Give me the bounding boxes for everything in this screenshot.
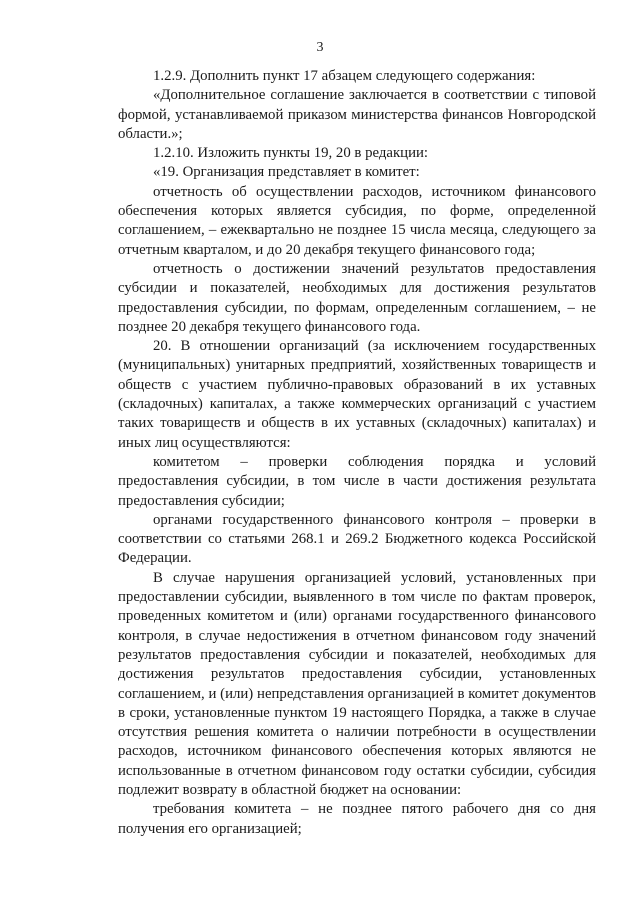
paragraph-committee-requirement: требования комитета – не позднее пятого рабочего дня со дня получения его организацией; bbox=[118, 801, 596, 837]
paragraph-item-20: 20. В отношении организаций (за исключением государственных (муниципальных) унитарных предприятий, хозяйственных товариществ и обществ с участием публично-правовых образований в их уставных (складочных) капиталах, а также коммерческих организаций с участием таких товариществ и обществ в их уставных (складочных) капиталах) и иных лиц осуществляются: bbox=[118, 338, 596, 451]
paragraph-expense-report: отчетность об осуществлении расходов, источником финансового обеспечения которых является субсидия, по форме, определенной соглашением, – ежеквартально не позднее 15 числа месяца, следующего за отчетным кварталом, и до 20 декабря текущего финансового года; bbox=[118, 183, 596, 258]
paragraph-1-2-10: 1.2.10. Изложить пункты 19, 20 в редакции: bbox=[153, 145, 429, 162]
paragraph-committee-checks: комитетом – проверки соблюдения порядка и условий предоставления субсидии, в том числе в части достижения результата предоставления субсидии; bbox=[118, 453, 596, 509]
document-body bbox=[118, 67, 596, 839]
paragraph-financial-control: органами государственного финансового контроля – проверки в соответствии со статьями 268.1 и 269.2 Бюджетного кодекса Российской Федерации. bbox=[118, 511, 596, 567]
paragraph-violation-case: В случае нарушения организацией условий, установленных при предоставлении субсидии, выявленного в том числе по фактам проверок, проведенных комитетом и (или) органами государственного финансового контроля, в случае недостижения в отчетном финансовом году значений результатов предоставления субсидии и показателей, необходимых для достижения результатов предоставления субсидии, установленных соглашением, и (или) непредставления организацией в комитет документов в сроки, установленные пунктом 19 настоящего Порядка, а также в случае отсутствия решения комитета о наличии потребности в осуществлении расходов, источником финансового обеспечения которых являются не использованные в отчетном финансовом году остатки субсидии, субсидия подлежит возврату в областной бюджет на основании: bbox=[118, 569, 596, 798]
page-number: 3 bbox=[316, 40, 324, 55]
paragraph-results-report: отчетность о достижении значений результатов предоставления субсидии и показателей, необходимых для достижения результатов предоставления субсидии, по формам, определенным соглашением, – не позднее 20 декабря текущего финансового года. bbox=[118, 260, 596, 335]
paragraph-item-19: «19. Организация представляет в комитет: bbox=[153, 164, 420, 181]
paragraph-additional-agreement: «Дополнительное соглашение заключается в соответствии с типовой формой, устанавливаемой приказом министерства финансов Новгородской области.»; bbox=[118, 87, 596, 142]
paragraph-1-2-9: 1.2.9. Дополнить пункт 17 абзацем следующего содержания: bbox=[153, 68, 536, 84]
